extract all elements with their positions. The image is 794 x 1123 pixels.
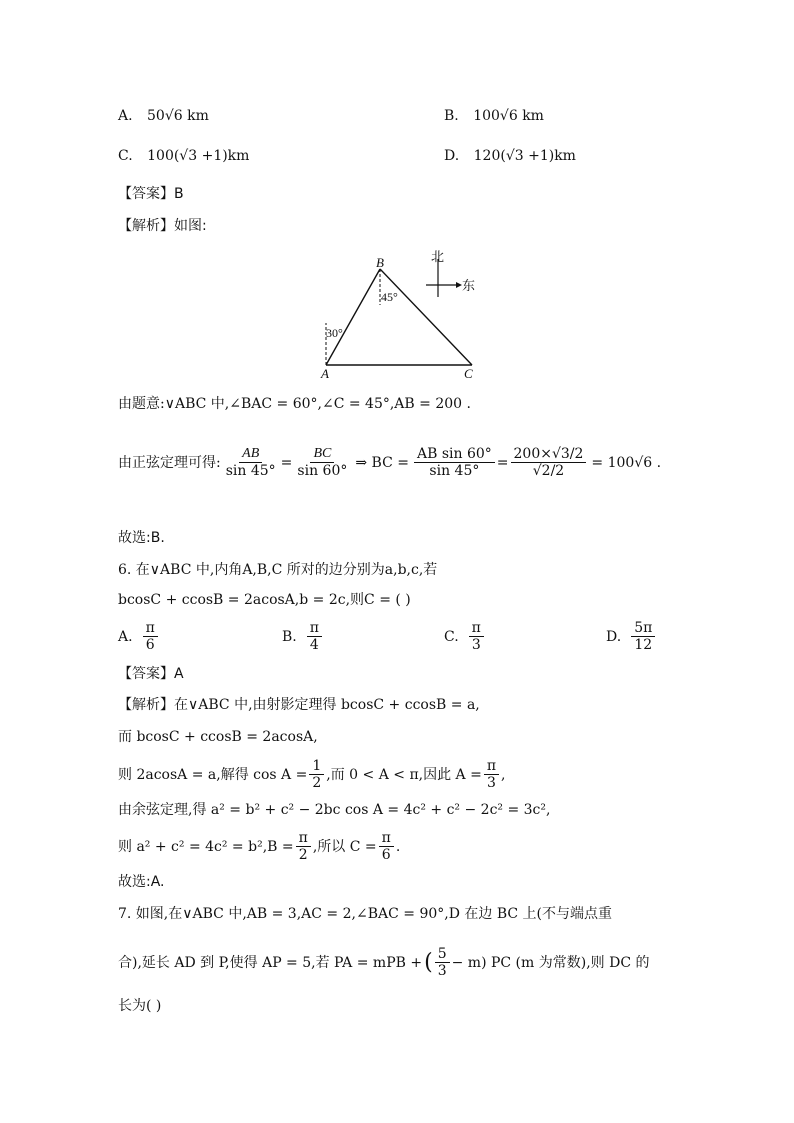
option-label: A. [118, 628, 133, 645]
denominator: 12 [634, 637, 653, 653]
fraction-pi-3 [484, 758, 499, 791]
denominator: sin 45° [429, 463, 480, 479]
numerator: π [296, 830, 311, 847]
q5-answer: 【答案】B [118, 186, 184, 202]
numerator: π [307, 620, 322, 637]
q5-option-c [118, 146, 249, 166]
numerator: 200×√3/2 [511, 446, 587, 463]
vertex-c-label: C [464, 366, 473, 381]
numerator: π [379, 830, 394, 847]
option-fraction [143, 620, 158, 653]
q5-sine-law-line: 由正弦定理可得: $\frac{AB}{\sin 45^\circ}$ = $\frac{BC}{\sin 60^\circ}$ ⇒ BC = $\frac{\text{AB sin 60°}}{\sin 45^\circ}$ = $\frac{200\times√3/2}{√2/2}$ = 100√6 . [118, 446, 662, 479]
q7-l2a: 合),延长 AD 到 P,使得 AP = 5,若 PA = mPB + [118, 954, 423, 971]
east-label: 东 [462, 278, 476, 293]
vertex-a-label: A [321, 366, 329, 381]
option-value: 120(√3 +1)km [473, 148, 576, 164]
denominator: sin 60° [297, 463, 348, 479]
q7-stem-line2: 合),延长 AD 到 P,使得 AP = 5,若 PA = mPB + ( $\frac{5}{3}$ − m) PC (m 为常数),则 DC 的 [118, 946, 650, 979]
denominator: √2/2 [532, 463, 565, 479]
option-value: 100(√3 +1)km [147, 148, 250, 164]
q5-choose: 故选:B. [118, 530, 165, 546]
q5-given: 由题意:∨ABC 中,∠BAC = 60°,∠C = 45°,AB = 200 . [118, 396, 471, 412]
q6-stem-line2: bcosC + ccosB = 2acosA,b = 2c,则C = ( ) [118, 592, 411, 608]
denominator: 2 [298, 847, 308, 863]
q6-answer: 【答案】A [118, 666, 184, 682]
fraction-ab-sin45 [223, 446, 279, 479]
q7-stem-line3: 长为( ) [118, 998, 162, 1014]
numerator: AB [239, 446, 262, 463]
fraction-200-root3 [511, 446, 587, 479]
option-fraction [469, 620, 484, 653]
option-value: 50√6 km [147, 108, 209, 124]
option-label: A. [118, 108, 133, 124]
denominator: 6 [145, 637, 155, 653]
option-label: D. [606, 628, 622, 645]
option-label: B. [282, 628, 297, 645]
fraction-pi-2 [296, 830, 311, 863]
option-label: D. [444, 148, 460, 164]
q5-option-a [118, 106, 209, 126]
option-label: C. [444, 628, 459, 645]
q6-option-a [118, 620, 160, 653]
numerator: 5π [631, 620, 655, 637]
q6-l3a: 则 2acosA = a,解得 cos A = [118, 766, 308, 783]
numerator: π [143, 620, 158, 637]
q6-analysis-line4: 由余弦定理,得 a² = b² + c² − 2bc cos A = 4c² + c² − 2c² = 3c², [118, 802, 551, 818]
q5-analysis-heading: 【解析】如图: [118, 218, 207, 234]
q5-line2-prefix: 由正弦定理可得: [118, 454, 221, 471]
q6-choose: 故选:A. [118, 874, 165, 890]
fraction-bc-sin60 [294, 446, 350, 479]
q6-option-d [606, 620, 657, 653]
option-fraction [631, 620, 655, 653]
north-label: 北 [431, 249, 445, 264]
q5-option-d [444, 146, 576, 166]
fraction-ab-sin60-sin45 [414, 446, 495, 479]
q7-l2b: − m) PC (m 为常数),则 DC 的 [451, 954, 650, 971]
q5-option-b [444, 106, 544, 126]
q6-l5b: ,所以 C = [312, 838, 377, 855]
denominator: 3 [486, 775, 496, 791]
denominator: sin 45° [225, 463, 276, 479]
triangle-figure [310, 245, 490, 385]
numerator: 1 [309, 758, 324, 775]
fraction-pi-6 [379, 830, 394, 863]
q6-option-c [444, 620, 486, 653]
q6-analysis-line3 [118, 758, 506, 791]
denominator: 6 [381, 847, 391, 863]
q6-l5c: . [395, 838, 401, 855]
q6-l3c: , [501, 766, 506, 783]
numerator: π [469, 620, 484, 637]
angle-30-label: 30° [326, 326, 343, 340]
q6-l5a: 则 a² + c² = 4c² = b²,B = [118, 838, 294, 855]
option-fraction [307, 620, 322, 653]
q6-stem-line1: 6. 在∨ABC 中,内角A,B,C 所对的边分别为a,b,c,若 [118, 562, 438, 578]
denominator: 3 [471, 637, 481, 653]
q5-line2-mid: ⇒ BC = [355, 454, 409, 471]
vertex-b-label: B [376, 255, 384, 270]
q6-analysis-line5 [118, 830, 400, 863]
denominator: 4 [309, 637, 319, 653]
q5-line2-result: = 100√6 . [591, 454, 662, 471]
q6-option-b [282, 620, 324, 653]
q6-l3b: ,而 0 < A < π,因此 A = [326, 766, 482, 783]
denominator: 3 [437, 963, 447, 979]
q6-analysis-line1: 【解析】在∨ABC 中,由射影定理得 bcosC + ccosB = a, [118, 697, 480, 713]
q6-analysis-line2: 而 bcosC + ccosB = 2acosA, [118, 729, 318, 745]
numerator: AB sin 60° [414, 446, 495, 463]
option-value: 100√6 km [473, 108, 544, 124]
option-label: B. [444, 108, 459, 124]
q7-stem-line1: 7. 如图,在∨ABC 中,AB = 3,AC = 2,∠BAC = 90°,D 在边 BC 上(不与端点重 [118, 906, 613, 922]
fraction-one-half [309, 758, 324, 791]
numerator: π [484, 758, 499, 775]
numerator: BC [310, 446, 334, 463]
fraction-five-thirds [435, 946, 450, 979]
angle-45-label: 45° [381, 290, 398, 304]
option-label: C. [118, 148, 133, 164]
numerator: 5 [435, 946, 450, 963]
denominator: 2 [312, 775, 322, 791]
